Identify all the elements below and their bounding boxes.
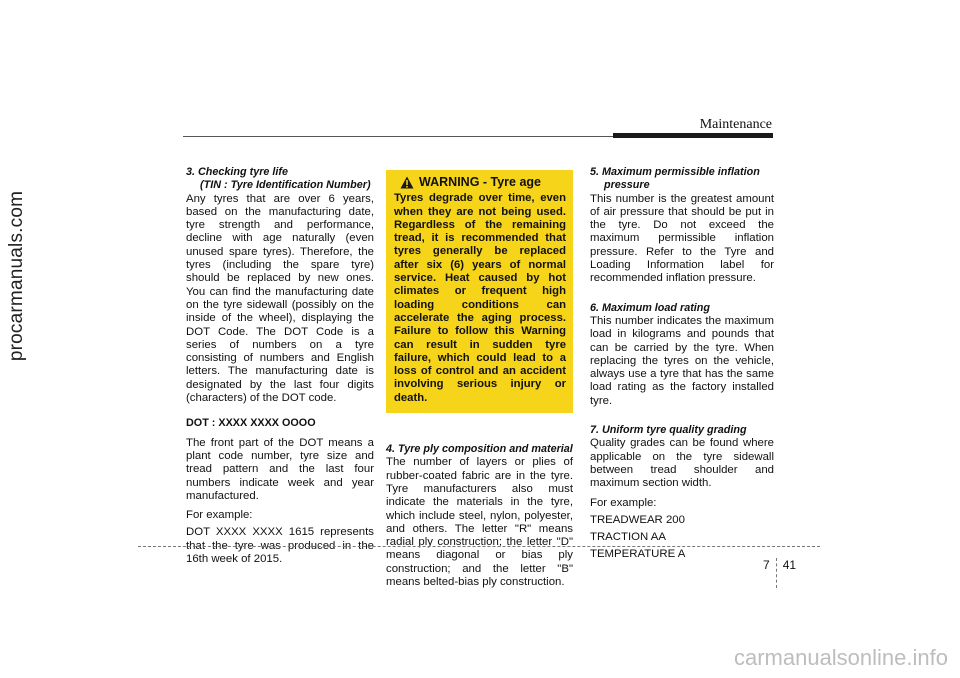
heading-tyre-life: [186, 166, 374, 193]
warning-triangle-icon: [400, 176, 414, 189]
heading-line-indent: (TIN : Tyre Identification Number): [200, 179, 371, 192]
page-number-separator: [776, 558, 777, 588]
example-label: For example:: [590, 496, 657, 509]
heading-line-indent: pressure: [604, 179, 650, 192]
dot-code: DOT : XXXX XXXX OOOO: [186, 417, 316, 430]
side-watermark: procarmanuals.com: [6, 190, 27, 362]
header-rule-accent: [613, 133, 773, 138]
paragraph: Quality grades can be found where applicable on the tyre sidewall between tread shoulder and maximum section width.: [590, 437, 774, 490]
paragraph: The number of layers or plies of rubber-coated fabric are in the tyre. Tyre manufacturers also must indicate the materials in the tyre, which include steel, nylon, polyester, and others. The letter "R" means radial ply construction; the letter "D" means diagonal or bias ply construction; and the letter "B" means belted-bias ply construction.: [386, 456, 573, 589]
page-number: [763, 550, 796, 580]
grade-item: TEMPERATURE A: [590, 548, 686, 561]
section-title: Maintenance: [699, 117, 772, 132]
column-middle: [386, 166, 573, 595]
heading-load: 6. Maximum load rating: [590, 301, 710, 314]
paragraph: This number is the greatest amount of air pressure that should be put in the tyre. Do not exceed the maximum permissible inflation pressure. Refer to the Tyre and Loading Information label for recommended inflation pressure.: [590, 192, 774, 285]
grade-item: TRACTION AA: [590, 531, 666, 544]
heading-line: 3. Checking tyre life: [186, 166, 289, 178]
paragraph: DOT XXXX XXXX 1615 represents that the tyre was produced in the 16th week of 2015.: [186, 526, 374, 566]
paragraph: Any tyres that are over 6 years, based on the manufacturing date, tyre strength and performance, decline with age naturally (even unused spare tyres). Therefore, the tyres (including the spare tyre) should be replaced by new ones. You can find the manufacturing date on the tyre sidewall (possibly on the inside of the wheel), displaying the DOT Code. The DOT Code is a series of numbers on a tyre consisting of numbers and English letters. The manufacturing date is designated by the last four digits (characters) of the DOT code.: [186, 192, 374, 405]
warning-box: [386, 170, 573, 413]
example-label: For example:: [186, 509, 253, 522]
paragraph: This number indicates the maximum load in kilograms and pounds that can be carried by the tyre. When replacing the tyres on the vehicle, always use a tyre that has the same load rating as the factory installed tyre.: [590, 314, 774, 407]
grade-item: TREADWEAR 200: [590, 513, 685, 526]
heading-quality: 7. Uniform tyre quality grading: [590, 424, 747, 437]
heading-ply: 4. Tyre ply composition and material: [386, 443, 573, 456]
warning-title: [400, 176, 566, 189]
heading-line: 5. Maximum permissible inflation: [590, 166, 760, 178]
ply-section: [386, 443, 573, 589]
heading-inflation: [590, 166, 774, 193]
warning-body: Tyres degrade over time, even when they are not being used. Regardless of the remaining tread, it is recommended that tyres generally be replaced after six (6) years of normal service. Heat caused by hot climates or frequent high loading conditions can accelerate the aging process. Failure to follow this Warning can result in sudden tyre failure, which could lead to a loss of control and an accident involving serious injury or death.: [394, 192, 566, 404]
paragraph: The front part of the DOT means a plant code number, tyre size and tread pattern and the last four numbers indicate week and year manufactured.: [186, 436, 374, 502]
bottom-watermark: carmanualsonline.info: [733, 645, 948, 670]
chapter-number: 7: [763, 558, 770, 572]
warning-title-text: WARNING - Tyre age: [419, 175, 542, 189]
column-left: [186, 166, 374, 572]
column-right: [590, 166, 774, 566]
footer-rule: [138, 546, 820, 547]
page-index: 41: [782, 558, 797, 572]
